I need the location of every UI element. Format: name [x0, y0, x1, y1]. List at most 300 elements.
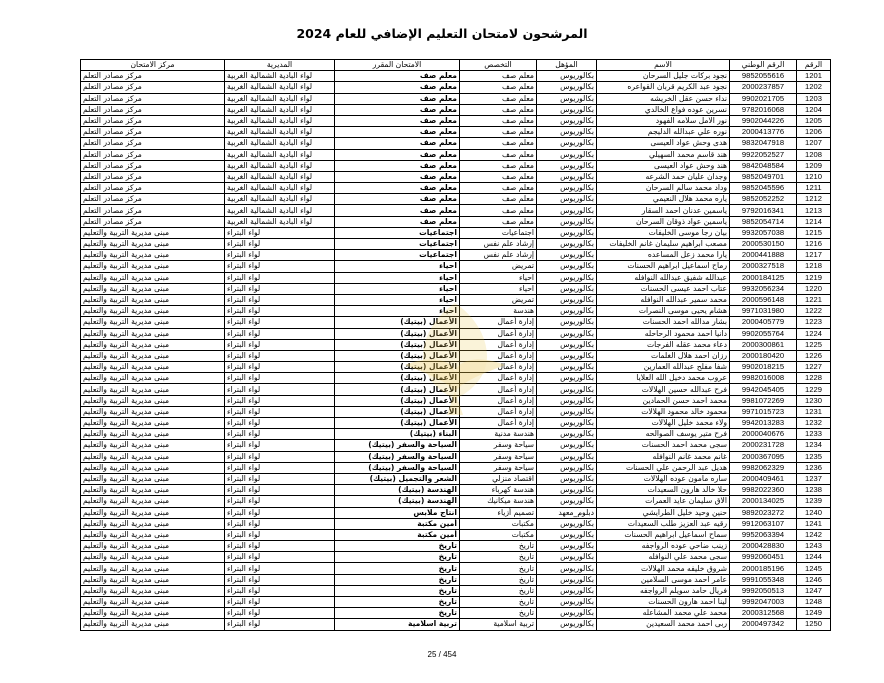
national-id-cell: 9902055764: [730, 328, 797, 339]
qualification-cell: بكالوريوس: [537, 451, 597, 462]
specialization-cell: معلم صف: [460, 183, 537, 194]
directorate-cell: لواء البتراء: [225, 384, 335, 395]
directorate-cell: لواء البتراء: [225, 473, 335, 484]
candidate-name-cell: رزان احمد هلال الغلمات: [597, 350, 730, 361]
table-row: [81, 294, 831, 305]
national-id-cell: 9792016341: [730, 205, 797, 216]
national-id-cell: 2000040676: [730, 429, 797, 440]
table-row: [81, 585, 831, 596]
table-row: [81, 272, 831, 283]
exam-subject-cell: تاريخ: [335, 608, 460, 619]
directorate-cell: لواء البتراء: [225, 597, 335, 608]
qualification-cell: بكالوريوس: [537, 473, 597, 484]
specialization-cell: معلم صف: [460, 149, 537, 160]
exam-subject-cell: احياء: [335, 283, 460, 294]
exam-subject-cell: الأعمال (بيتيك): [335, 406, 460, 417]
exam-subject-cell: الأعمال (بيتيك): [335, 362, 460, 373]
row-number-cell: 1218: [797, 261, 831, 272]
exam-center-cell: مبنى مديرية التربية والتعليم: [81, 250, 225, 261]
exam-subject-cell: الأعمال (بيتيك): [335, 418, 460, 429]
directorate-cell: لواء البادية الشمالية الغربية: [225, 205, 335, 216]
directorate-cell: لواء البادية الشمالية الغربية: [225, 115, 335, 126]
exam-subject-cell: معلم صف: [335, 127, 460, 138]
qualification-cell: بكالوريوس: [537, 362, 597, 373]
qualification-cell: بكالوريوس: [537, 496, 597, 507]
candidate-name-cell: بيان رجا موسى الخليفات: [597, 227, 730, 238]
row-number-cell: 1240: [797, 507, 831, 518]
specialization-cell: احياء: [460, 272, 537, 283]
exam-subject-cell: تاريخ: [335, 563, 460, 574]
header-exam: الامتحان المقرر: [335, 60, 460, 71]
candidate-name-cell: عامر احمد موسى السلامين: [597, 574, 730, 585]
table-row: [81, 160, 831, 171]
qualification-cell: بكالوريوس: [537, 440, 597, 451]
page-number: 25 / 454: [427, 650, 457, 659]
directorate-cell: لواء البتراء: [225, 294, 335, 305]
exam-center-cell: مبنى مديرية التربية والتعليم: [81, 507, 225, 518]
exam-center-cell: مبنى مديرية التربية والتعليم: [81, 585, 225, 596]
candidate-name-cell: زينب ضاحي عوده الرواجفه: [597, 541, 730, 552]
exam-subject-cell: الأعمال (بيتيك): [335, 373, 460, 384]
exam-center-cell: مبنى مديرية التربية والتعليم: [81, 440, 225, 451]
directorate-cell: لواء البتراء: [225, 227, 335, 238]
exam-center-cell: مبنى مديرية التربية والتعليم: [81, 227, 225, 238]
qualification-cell: بكالوريوس: [537, 216, 597, 227]
directorate-cell: لواء البتراء: [225, 350, 335, 361]
candidate-name-cell: نور الامل سلامه الفهود: [597, 115, 730, 126]
header-specialization: التخصص: [460, 60, 537, 71]
qualification-cell: بكالوريوس: [537, 585, 597, 596]
specialization-cell: إدارة أعمال: [460, 362, 537, 373]
directorate-cell: لواء البتراء: [225, 485, 335, 496]
exam-center-cell: مبنى مديرية التربية والتعليم: [81, 451, 225, 462]
specialization-cell: إدارة أعمال: [460, 339, 537, 350]
exam-center-cell: مركز مصادر التعلم: [81, 194, 225, 205]
specialization-cell: إرشاد علم نفس: [460, 250, 537, 261]
exam-center-cell: مركز مصادر التعلم: [81, 216, 225, 227]
qualification-cell: بكالوريوس: [537, 328, 597, 339]
national-id-cell: 9852054714: [730, 216, 797, 227]
specialization-cell: احياء: [460, 283, 537, 294]
candidate-name-cell: سجى محمد علي النوافله: [597, 552, 730, 563]
table-row: [81, 597, 831, 608]
row-number-cell: 1203: [797, 93, 831, 104]
row-number-cell: 1230: [797, 395, 831, 406]
table-row: [81, 418, 831, 429]
exam-center-cell: مبنى مديرية التربية والتعليم: [81, 239, 225, 250]
candidate-name-cell: شفا مفلح عبدالله العمارين: [597, 362, 730, 373]
header-directorate: المديرية: [225, 60, 335, 71]
specialization-cell: اقتصاد منزلي: [460, 473, 537, 484]
qualification-cell: بكالوريوس: [537, 608, 597, 619]
header-center: مركز الامتحان: [81, 60, 225, 71]
candidate-name-cell: مصعب ابراهيم سليمان غانم الخليفات: [597, 239, 730, 250]
table-row: [81, 317, 831, 328]
national-id-cell: 2000231728: [730, 440, 797, 451]
row-number-cell: 1235: [797, 451, 831, 462]
table-row: [81, 574, 831, 585]
exam-subject-cell: انتاج ملابس: [335, 507, 460, 518]
qualification-cell: بكالوريوس: [537, 563, 597, 574]
qualification-cell: بكالوريوس: [537, 339, 597, 350]
candidate-name-cell: فرح متير يوسف الصوالحه: [597, 429, 730, 440]
directorate-cell: لواء البتراء: [225, 250, 335, 261]
row-number-cell: 1215: [797, 227, 831, 238]
candidate-name-cell: ولاء محمد خليل الهلالات: [597, 418, 730, 429]
directorate-cell: لواء البتراء: [225, 440, 335, 451]
row-number-cell: 1222: [797, 306, 831, 317]
national-id-cell: 9852045596: [730, 183, 797, 194]
exam-center-cell: مركز مصادر التعلم: [81, 127, 225, 138]
directorate-cell: لواء البتراء: [225, 317, 335, 328]
table-row: [81, 496, 831, 507]
row-number-cell: 1209: [797, 160, 831, 171]
qualification-cell: بكالوريوس: [537, 127, 597, 138]
specialization-cell: إدارة أعمال: [460, 418, 537, 429]
table-row: [81, 552, 831, 563]
table-row: [81, 563, 831, 574]
exam-subject-cell: البناء (بيتيك): [335, 429, 460, 440]
candidate-name-cell: رقيه عبد العزيز طلب السعيدات: [597, 518, 730, 529]
national-id-cell: 2000497342: [730, 619, 797, 630]
table-row: [81, 395, 831, 406]
exam-subject-cell: تاريخ: [335, 585, 460, 596]
header-national-id: الرقم الوطني: [730, 60, 797, 71]
national-id-cell: 9842048584: [730, 160, 797, 171]
candidate-name-cell: هدى وحش عواد العيسى: [597, 138, 730, 149]
national-id-cell: 9981072269: [730, 395, 797, 406]
candidate-name-cell: فرح عبدالله حسين الهلالات: [597, 384, 730, 395]
specialization-cell: هندسة كهرباء: [460, 485, 537, 496]
exam-subject-cell: معلم صف: [335, 104, 460, 115]
table-row: [81, 104, 831, 115]
row-number-cell: 1223: [797, 317, 831, 328]
national-id-cell: 9992050513: [730, 585, 797, 596]
qualification-cell: بكالوريوس: [537, 317, 597, 328]
exam-center-cell: مبنى مديرية التربية والتعليم: [81, 384, 225, 395]
row-number-cell: 1217: [797, 250, 831, 261]
national-id-cell: 2000441888: [730, 250, 797, 261]
directorate-cell: لواء البادية الشمالية الغربية: [225, 127, 335, 138]
exam-center-cell: مبنى مديرية التربية والتعليم: [81, 261, 225, 272]
national-id-cell: 2000409461: [730, 473, 797, 484]
exam-subject-cell: تاريخ: [335, 597, 460, 608]
exam-center-cell: مبنى مديرية التربية والتعليم: [81, 395, 225, 406]
row-number-cell: 1234: [797, 440, 831, 451]
national-id-cell: 9902021705: [730, 93, 797, 104]
specialization-cell: إدارة أعمال: [460, 350, 537, 361]
directorate-cell: لواء البتراء: [225, 541, 335, 552]
national-id-cell: 2000405779: [730, 317, 797, 328]
table-row: [81, 82, 831, 93]
exam-subject-cell: معلم صف: [335, 93, 460, 104]
specialization-cell: تمريض: [460, 261, 537, 272]
national-id-cell: 9982016008: [730, 373, 797, 384]
national-id-cell: 9982022360: [730, 485, 797, 496]
qualification-cell: بكالوريوس: [537, 418, 597, 429]
exam-center-cell: مبنى مديرية التربية والتعليم: [81, 597, 225, 608]
specialization-cell: معلم صف: [460, 160, 537, 171]
qualification-cell: بكالوريوس: [537, 395, 597, 406]
candidate-name-cell: ياره محمد هلال النعيمي: [597, 194, 730, 205]
directorate-cell: لواء البتراء: [225, 451, 335, 462]
candidate-name-cell: فريال حامد سويلم الرواجفه: [597, 585, 730, 596]
table-header-row: [81, 60, 831, 71]
qualification-cell: بكالوريوس: [537, 552, 597, 563]
row-number-cell: 1208: [797, 149, 831, 160]
specialization-cell: إرشاد علم نفس: [460, 239, 537, 250]
directorate-cell: لواء البتراء: [225, 239, 335, 250]
table-row: [81, 306, 831, 317]
specialization-cell: هندسة: [460, 306, 537, 317]
qualification-cell: بكالوريوس: [537, 261, 597, 272]
exam-center-cell: مبنى مديرية التربية والتعليم: [81, 563, 225, 574]
specialization-cell: إدارة أعمال: [460, 373, 537, 384]
national-id-cell: 2000237857: [730, 82, 797, 93]
qualification-cell: بكالوريوس: [537, 518, 597, 529]
directorate-cell: لواء البتراء: [225, 619, 335, 630]
qualification-cell: بكالوريوس: [537, 194, 597, 205]
table-row: [81, 451, 831, 462]
specialization-cell: مكتبات: [460, 529, 537, 540]
candidate-name-cell: هشام يحيى موسى النصرات: [597, 306, 730, 317]
qualification-cell: بكالوريوس: [537, 406, 597, 417]
directorate-cell: لواء البادية الشمالية الغربية: [225, 216, 335, 227]
exam-center-cell: مركز مصادر التعلم: [81, 171, 225, 182]
candidate-name-cell: شروق خليفه محمد الهلالات: [597, 563, 730, 574]
table-row: [81, 127, 831, 138]
candidate-name-cell: عروب محمد دخيل الله العلايا: [597, 373, 730, 384]
candidate-name-cell: محمد سمير عبدالله النوافله: [597, 294, 730, 305]
qualification-cell: بكالوريوس: [537, 171, 597, 182]
directorate-cell: لواء البتراء: [225, 328, 335, 339]
directorate-cell: لواء البتراء: [225, 529, 335, 540]
specialization-cell: معلم صف: [460, 138, 537, 149]
specialization-cell: تاريخ: [460, 552, 537, 563]
header-name: الاسم: [597, 60, 730, 71]
national-id-cell: 2000530150: [730, 239, 797, 250]
exam-center-cell: مركز مصادر التعلم: [81, 205, 225, 216]
specialization-cell: معلم صف: [460, 71, 537, 82]
exam-subject-cell: اجتماعيات: [335, 250, 460, 261]
exam-center-cell: مبنى مديرية التربية والتعليم: [81, 473, 225, 484]
qualification-cell: بكالوريوس: [537, 574, 597, 585]
table-row: [81, 362, 831, 373]
national-id-cell: 9852052252: [730, 194, 797, 205]
table-row: [81, 93, 831, 104]
national-id-cell: 9992047003: [730, 597, 797, 608]
candidate-name-cell: يارا محمد زعل المساعده: [597, 250, 730, 261]
candidate-name-cell: ربى احمد محمد السعيدين: [597, 619, 730, 630]
national-id-cell: 9912063107: [730, 518, 797, 529]
directorate-cell: لواء البتراء: [225, 585, 335, 596]
candidate-name-cell: نسرين عوده فواع الخالدي: [597, 104, 730, 115]
exam-center-cell: مبنى مديرية التربية والتعليم: [81, 406, 225, 417]
directorate-cell: لواء البتراء: [225, 418, 335, 429]
candidate-name-cell: سجى محمد احمد الحسنات: [597, 440, 730, 451]
candidate-name-cell: نوره علي عبدالله الدليجم: [597, 127, 730, 138]
table-row: [81, 406, 831, 417]
exam-center-cell: مركز مصادر التعلم: [81, 138, 225, 149]
exam-center-cell: مبنى مديرية التربية والتعليم: [81, 418, 225, 429]
qualification-cell: بكالوريوس: [537, 294, 597, 305]
exam-center-cell: مبنى مديرية التربية والتعليم: [81, 574, 225, 585]
table-row: [81, 339, 831, 350]
table-row: [81, 485, 831, 496]
row-number-cell: 1220: [797, 283, 831, 294]
row-number-cell: 1231: [797, 406, 831, 417]
national-id-cell: 9852049701: [730, 171, 797, 182]
table-row: [81, 205, 831, 216]
specialization-cell: تاريخ: [460, 597, 537, 608]
exam-subject-cell: الأعمال (بيتيك): [335, 350, 460, 361]
page-title: المرشحون لامتحان التعليم الإضافي للعام 2024: [296, 26, 588, 41]
table-row: [81, 373, 831, 384]
exam-subject-cell: أمين مكتبة: [335, 529, 460, 540]
row-number-cell: 1207: [797, 138, 831, 149]
row-number-cell: 1236: [797, 462, 831, 473]
directorate-cell: لواء البادية الشمالية الغربية: [225, 194, 335, 205]
specialization-cell: تمريض: [460, 294, 537, 305]
exam-subject-cell: الشعر والتجميل (بيتيك): [335, 473, 460, 484]
directorate-cell: لواء البتراء: [225, 507, 335, 518]
candidate-name-cell: حلا خالد هارون السعيدات: [597, 485, 730, 496]
table-row: [81, 227, 831, 238]
row-number-cell: 1206: [797, 127, 831, 138]
specialization-cell: تصميم أزياء: [460, 507, 537, 518]
exam-center-cell: مبنى مديرية التربية والتعليم: [81, 485, 225, 496]
specialization-cell: سياحة وسفر: [460, 440, 537, 451]
table-row: [81, 462, 831, 473]
exam-subject-cell: أمين مكتبة: [335, 518, 460, 529]
exam-subject-cell: الأعمال (بيتيك): [335, 395, 460, 406]
specialization-cell: هندسة ميكانيك: [460, 496, 537, 507]
directorate-cell: لواء البتراء: [225, 429, 335, 440]
row-number-cell: 1248: [797, 597, 831, 608]
directorate-cell: لواء البتراء: [225, 462, 335, 473]
qualification-cell: بكالوريوس: [537, 529, 597, 540]
national-id-cell: 9942045405: [730, 384, 797, 395]
exam-center-cell: مبنى مديرية التربية والتعليم: [81, 518, 225, 529]
exam-center-cell: مبنى مديرية التربية والتعليم: [81, 619, 225, 630]
exam-center-cell: مركز مصادر التعلم: [81, 93, 225, 104]
directorate-cell: لواء البتراء: [225, 574, 335, 585]
table-row: [81, 149, 831, 160]
specialization-cell: معلم صف: [460, 171, 537, 182]
candidate-name-cell: هند قاسم محمد السهيلي: [597, 149, 730, 160]
directorate-cell: لواء البادية الشمالية الغربية: [225, 149, 335, 160]
national-id-cell: 9952063394: [730, 529, 797, 540]
row-number-cell: 1233: [797, 429, 831, 440]
table-row: [81, 194, 831, 205]
directorate-cell: لواء البتراء: [225, 306, 335, 317]
candidate-name-cell: هديل عبد الرحمن علي الحسنات: [597, 462, 730, 473]
header-qualification: المؤهل: [537, 60, 597, 71]
qualification-cell: بكالوريوس: [537, 373, 597, 384]
national-id-cell: 9942013283: [730, 418, 797, 429]
table-body: [81, 71, 831, 630]
directorate-cell: لواء البادية الشمالية الغربية: [225, 82, 335, 93]
exam-subject-cell: معلم صف: [335, 216, 460, 227]
national-id-cell: 2000312568: [730, 608, 797, 619]
row-number-cell: 1216: [797, 239, 831, 250]
row-number-cell: 1201: [797, 71, 831, 82]
row-number-cell: 1246: [797, 574, 831, 585]
row-number-cell: 1219: [797, 272, 831, 283]
row-number-cell: 1228: [797, 373, 831, 384]
specialization-cell: اجتماعيات: [460, 227, 537, 238]
qualification-cell: بكالوريوس: [537, 429, 597, 440]
specialization-cell: هندسة مدنية: [460, 429, 537, 440]
qualification-cell: بكالوريوس: [537, 619, 597, 630]
specialization-cell: معلم صف: [460, 93, 537, 104]
specialization-cell: إدارة أعمال: [460, 328, 537, 339]
national-id-cell: 9892023272: [730, 507, 797, 518]
national-id-cell: 2000300861: [730, 339, 797, 350]
row-number-cell: 1244: [797, 552, 831, 563]
qualification-cell: بكالوريوس: [537, 115, 597, 126]
exam-center-cell: مبنى مديرية التربية والتعليم: [81, 608, 225, 619]
exam-center-cell: مبنى مديرية التربية والتعليم: [81, 272, 225, 283]
exam-subject-cell: احياء: [335, 294, 460, 305]
qualification-cell: بكالوريوس: [537, 272, 597, 283]
national-id-cell: 9971031980: [730, 306, 797, 317]
exam-subject-cell: احياء: [335, 306, 460, 317]
candidate-name-cell: سماح اسماعيل ابراهيم الحسنات: [597, 529, 730, 540]
candidate-name-cell: نجود بركات جليل السرحان: [597, 71, 730, 82]
exam-center-cell: مركز مصادر التعلم: [81, 160, 225, 171]
row-number-cell: 1205: [797, 115, 831, 126]
exam-center-cell: مبنى مديرية التربية والتعليم: [81, 328, 225, 339]
specialization-cell: معلم صف: [460, 194, 537, 205]
national-id-cell: 2000134025: [730, 496, 797, 507]
candidate-name-cell: وجدان عليان حمد الشرعه: [597, 171, 730, 182]
candidate-name-cell: حنين وحيد خليل الطرايشي: [597, 507, 730, 518]
specialization-cell: تاريخ: [460, 541, 537, 552]
national-id-cell: 2000367095: [730, 451, 797, 462]
directorate-cell: لواء البادية الشمالية الغربية: [225, 93, 335, 104]
exam-subject-cell: معلم صف: [335, 183, 460, 194]
exam-center-cell: مبنى مديرية التربية والتعليم: [81, 294, 225, 305]
row-number-cell: 1232: [797, 418, 831, 429]
qualification-cell: بكالوريوس: [537, 227, 597, 238]
candidate-name-cell: عبدالله شفيق عبدالله النوافله: [597, 272, 730, 283]
row-number-cell: 1250: [797, 619, 831, 630]
row-number-cell: 1243: [797, 541, 831, 552]
directorate-cell: لواء البتراء: [225, 261, 335, 272]
qualification-cell: بكالوريوس: [537, 160, 597, 171]
exam-subject-cell: معلم صف: [335, 171, 460, 182]
table-row: [81, 473, 831, 484]
table-row: [81, 507, 831, 518]
exam-subject-cell: الهندسة (بيتيك): [335, 496, 460, 507]
qualification-cell: دبلوم_معهد: [537, 507, 597, 518]
exam-subject-cell: تربية اسلامية: [335, 619, 460, 630]
directorate-cell: لواء البتراء: [225, 563, 335, 574]
qualification-cell: بكالوريوس: [537, 138, 597, 149]
exam-center-cell: مبنى مديرية التربية والتعليم: [81, 350, 225, 361]
candidate-name-cell: ياسمين عدنان احمد السقار: [597, 205, 730, 216]
national-id-cell: 2000184125: [730, 272, 797, 283]
exam-center-cell: مركز مصادر التعلم: [81, 71, 225, 82]
exam-center-cell: مركز مصادر التعلم: [81, 183, 225, 194]
qualification-cell: بكالوريوس: [537, 205, 597, 216]
row-number-cell: 1224: [797, 328, 831, 339]
directorate-cell: لواء البادية الشمالية الغربية: [225, 160, 335, 171]
qualification-cell: بكالوريوس: [537, 71, 597, 82]
directorate-cell: لواء البتراء: [225, 608, 335, 619]
specialization-cell: إدارة أعمال: [460, 406, 537, 417]
